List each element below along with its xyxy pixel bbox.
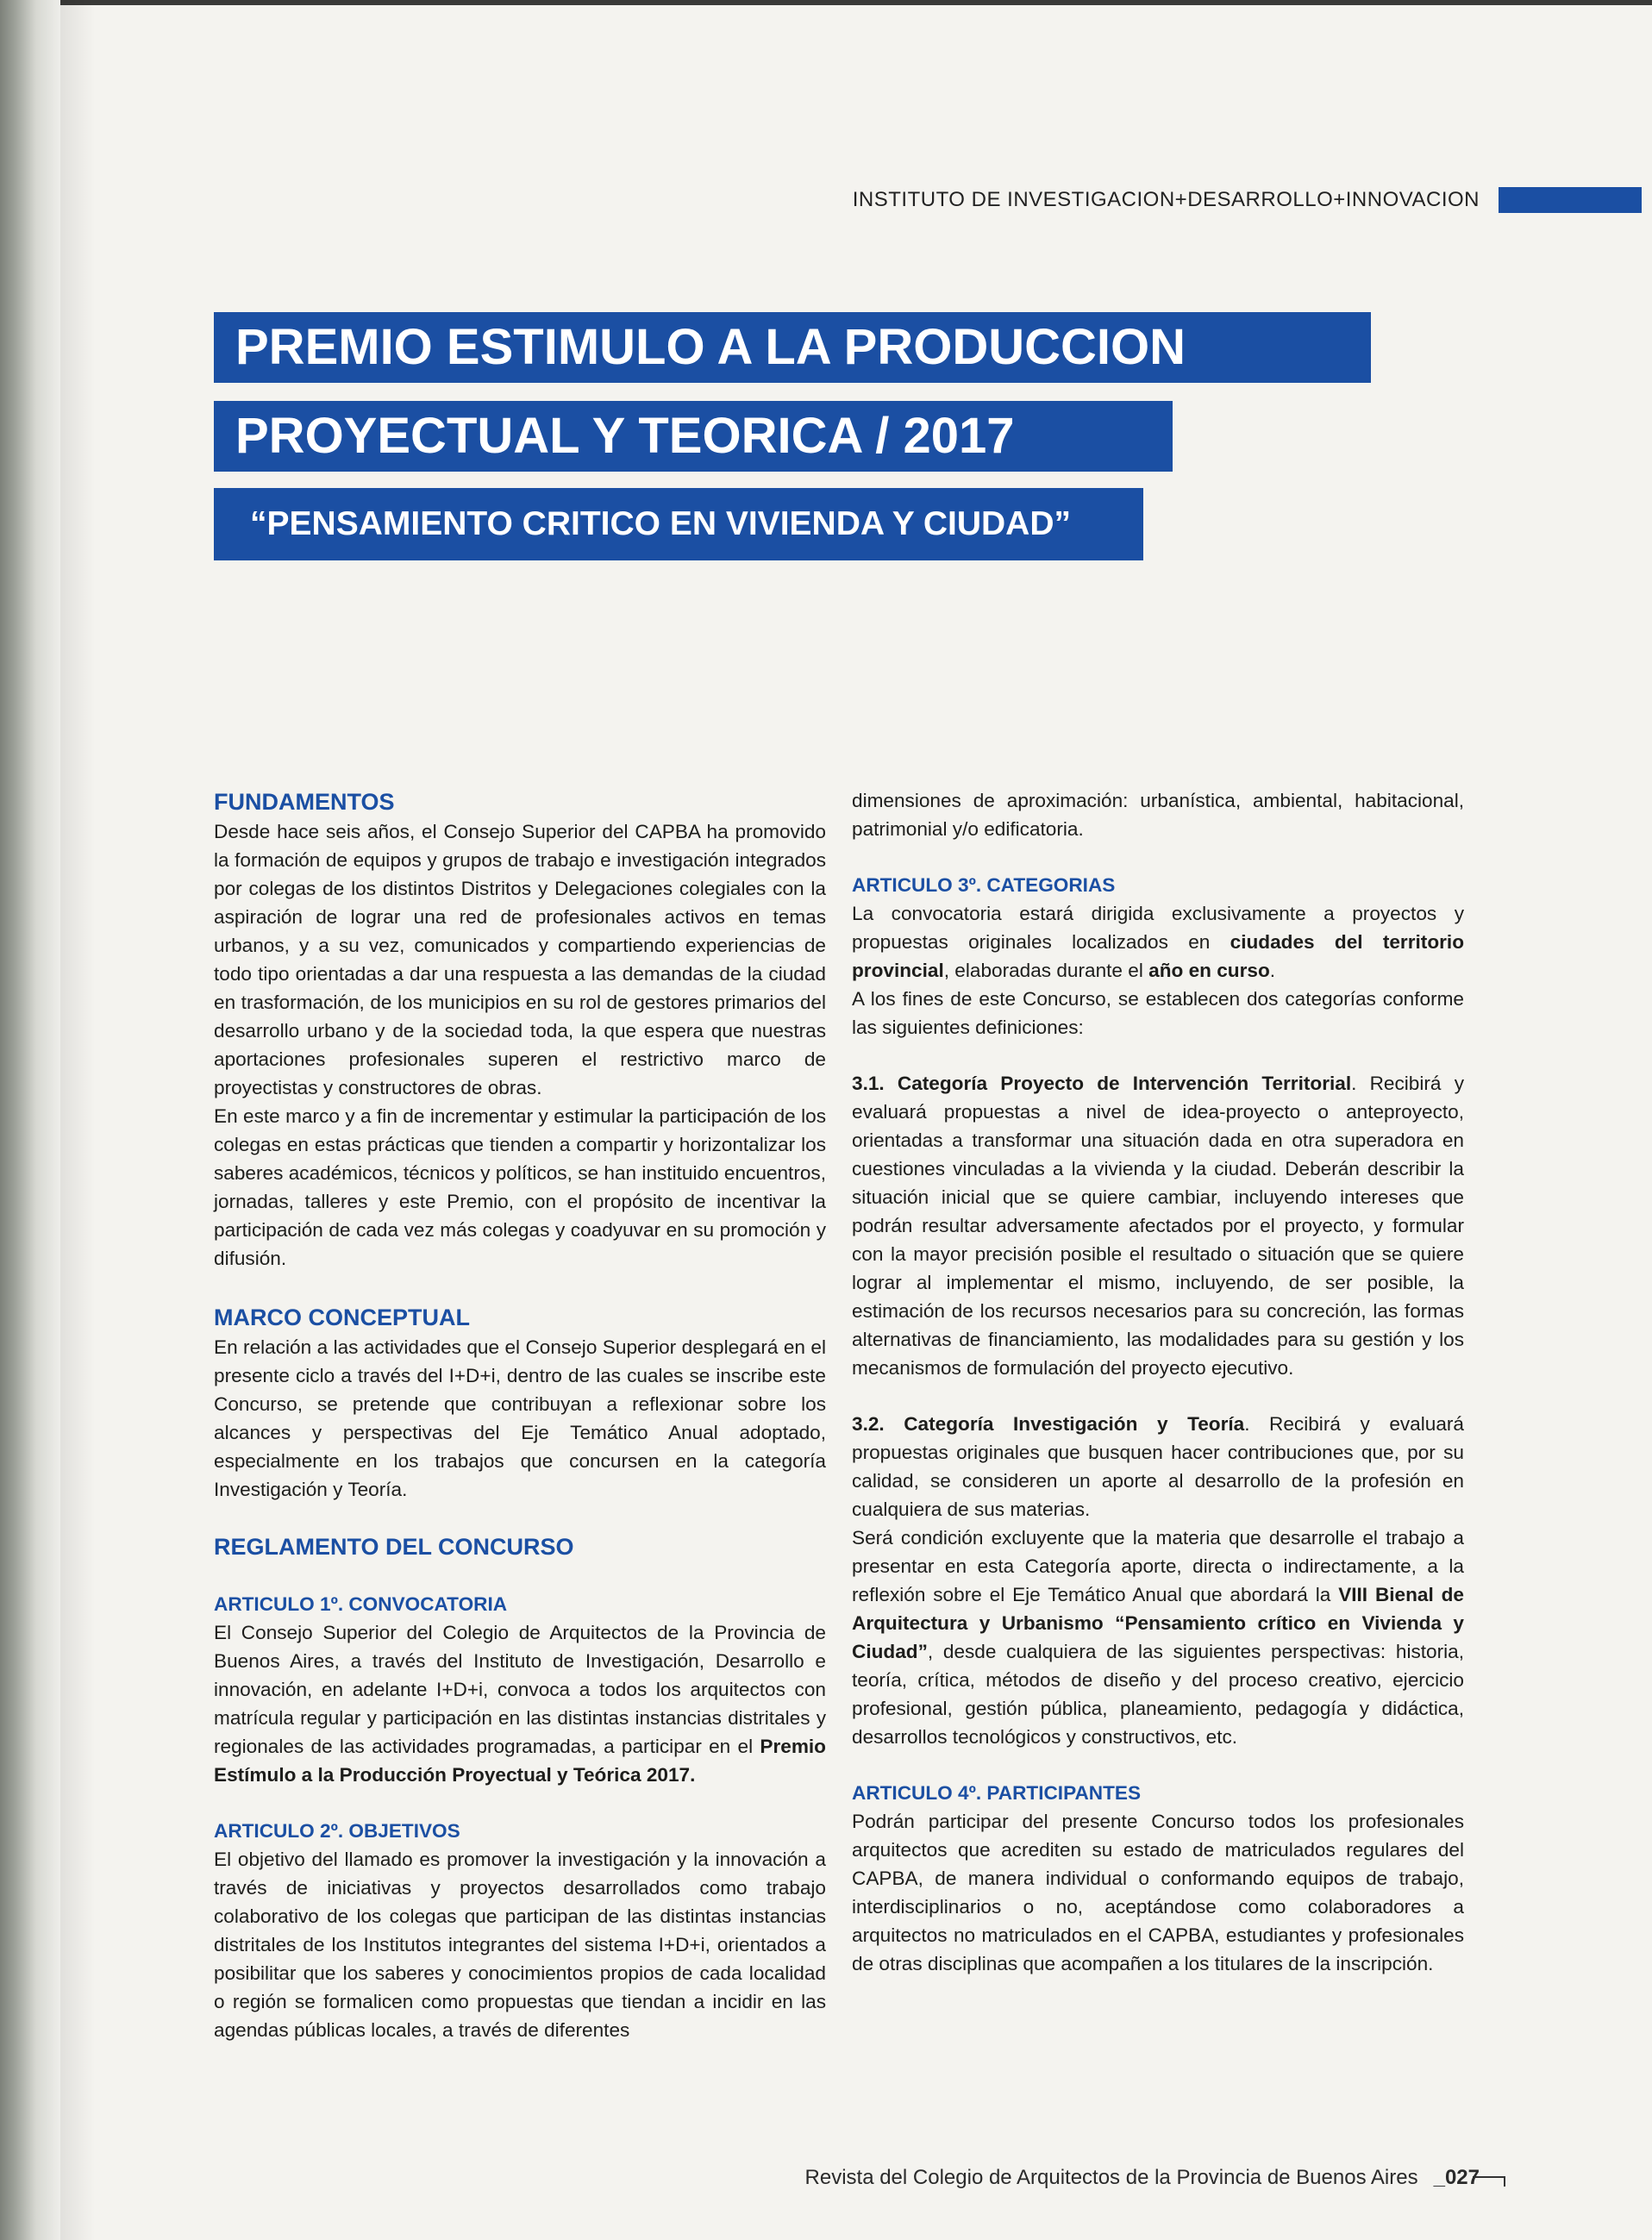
title-banner-line-2	[214, 401, 1173, 472]
book-binding-gutter	[0, 0, 60, 2240]
article-2-text: El objetivo del llamado es promover la investigación y la innovación a través de iniciativas y proyectos desarrollados como trabajo colaborativo de los colegas que participan de las distintas instancias distritales de los Institutos integrantes del sistema I+D+i, orientados a posibilitar que los saberes y conocimientos propios de cada localidad o región se formalicen como propuestas que tiendan a incidir en las agendas públicas locales, a través de diferentes	[214, 1849, 826, 2041]
marco-conceptual-paragraph: En relación a las actividades que el Consejo Superior desplegará en el presente ciclo a través del I+D+i, dentro de las cuales se inscribe este Concurso, se pretende que contribuyan a reflexionar sobre los alcances y perspectivas del Eje Temático Anual adoptado, especialmente en los trabajos que concursen en la categoría Investigación y Teoría.	[214, 1336, 826, 1500]
article-1-body: El Consejo Superior del Colegio de Arquitectos de la Provincia de Buenos Aires, a través del Instituto de Investigación, Desarrollo e innovación, en adelante I+D+i, convoca a todos los arquitectos con matrícula regular y participación en las distintas instancias distritales y regionales de las actividades programadas, a participar en el	[214, 1622, 826, 1757]
gutter-shadow	[60, 0, 95, 2240]
category-3-2-title: 3.2. Categoría Investigación y Teoría	[852, 1413, 1245, 1435]
article-4-heading: ARTICULO 4º. PARTICIPANTES	[852, 1782, 1142, 1804]
condition-bienal-name: VIII Bienal de Arquitectura y Urbanismo “Pensamiento crítico en Vivienda y Ciudad”	[852, 1584, 1464, 1662]
article-3-paragraph-2: A los fines de este Concurso, se establecen dos categorías conforme las siguientes definiciones:	[852, 988, 1464, 1038]
running-header: INSTITUTO DE INVESTIGACION+DESARROLLO+INNOVACION	[852, 188, 1480, 211]
art3-bold-territorio: ciudades del territorio provincial	[852, 931, 1464, 981]
category-3-1-title: 3.1. Categoría Proyecto de Intervención Territorial	[852, 1073, 1352, 1094]
page-top-edge	[0, 0, 1652, 5]
journal-name: Revista del Colegio de Arquitectos de la Provincia de Buenos Aires	[804, 2166, 1418, 2189]
category-3-1-text: . Recibirá y evaluará propuestas a nivel de idea-proyecto o anteproyecto, orientadas a transformar una situación dada en otra superadora en cuestiones vinculadas a la vivienda y la ciudad. Deberán describir la situación inicial que se quiere cambiar, incluyendo intereses que podrán resultar adversamente afectados por el proyecto, y formular con la mayor precisión posible el resultado o situación que se quiere lograr al implementar el mismo, incluyendo, de ser posible, la estimación de los recursos necesarios para su concreción, las formas alternativas de financiamiento, las modalidades para su gestión y los mecanismos de formulación del proyecto ejecutivo.	[852, 1073, 1464, 1379]
right-column	[852, 786, 1464, 1978]
article-1-prize-name: Premio Estímulo a la Producción Proyectual y Teórica 2017.	[214, 1736, 826, 1786]
fundamentos-paragraph-2: En este marco y a fin de incrementar y estimular la participación de los colegas en estas prácticas que tienden a compartir y horizontalizar los saberes académicos, técnicos y políticos, se han instituido encuentros, jornadas, talleres y este Premio, con el propósito de incentivar la participación de cada vez más colegas y coadyuvar en su promoción y difusión.	[214, 1105, 826, 1269]
folio-rule-tick	[1504, 2176, 1505, 2187]
article-3-paragraph-1	[852, 899, 1464, 985]
section-heading-reglamento: REGLAMENTO DEL CONCURSO	[214, 1534, 574, 1560]
page-footer	[805, 2166, 1480, 2190]
subtitle: “PENSAMIENTO CRITICO EN VIVIENDA Y CIUDAD”	[250, 505, 1072, 542]
title-banner-line-1	[214, 312, 1371, 383]
condition-text-a: Será condición excluyente que la materia que desarrolle el trabajo a presentar en esta Categoría aporte, directa o indirectamente, a la reflexión sobre el Eje Temático Anual que abordará la	[852, 1527, 1464, 1605]
art3-text-c: , elaboradas durante el	[943, 960, 1149, 981]
art3-bold-ano: año en curso	[1148, 960, 1270, 981]
art3-text-a: La convocatoria estará dirigida exclusivamente a proyectos y propuestas originales localizados en	[852, 903, 1464, 953]
fundamentos-paragraph-1: Desde hace seis años, el Consejo Superior del CAPBA ha promovido la formación de equipos y grupos de trabajo e investigación integrados por colegas de los distintos Distritos y Delegaciones colegiales con la aspiración de lograr una red de profesionales activos en temas urbanos, y a su vez, comunicados y compartiendo experiencias de todo tipo orientadas a dar una respuesta a las demandas de la ciudad en trasformación, de los municipios en su rol de gestores primarios del desarrollo urbano y de la sociedad toda, la que espera que nuestras aportaciones profesionales superen el restrictivo marco de proyectistas y constructores de obras.	[214, 821, 826, 1098]
header-accent-bar	[1499, 187, 1642, 213]
page-number: _027	[1433, 2166, 1480, 2189]
category-3-2-text: . Recibirá y evaluará propuestas originales que busquen hacer contribuciones que, por su calidad, se consideren un aporte al desarrollo de la profesión en cualquiera de sus materias.	[852, 1413, 1464, 1520]
category-3-1	[852, 1069, 1464, 1382]
title-line-1: PREMIO ESTIMULO A LA PRODUCCION	[235, 319, 1186, 375]
section-heading-marco-conceptual: MARCO CONCEPTUAL	[214, 1305, 470, 1330]
article-1-text	[214, 1618, 826, 1789]
article-2-continuation: dimensiones de aproximación: urbanística, ambiental, habitacional, patrimonial y/o edificatoria.	[852, 790, 1464, 840]
article-4-text: Podrán participar del presente Concurso todos los profesionales arquitectos que acrediten su estado de matriculados regulares del CAPBA, de manera individual o conformando equipos de trabajo, interdisciplinarios o no, aceptándose como colaboradores a arquitectos no matriculados en el CAPBA, estudiantes y profesionales de otras disciplinas que acompañen a los titulares de la inscripción.	[852, 1811, 1464, 1974]
left-column	[214, 786, 826, 2044]
category-3-2	[852, 1410, 1464, 1524]
article-3-heading: ARTICULO 3º. CATEGORIAS	[852, 874, 1116, 896]
article-2-heading: ARTICULO 2º. OBJETIVOS	[214, 1820, 460, 1842]
section-heading-fundamentos: FUNDAMENTOS	[214, 789, 395, 815]
subtitle-banner	[214, 488, 1143, 560]
title-line-2: PROYECTUAL Y TEORICA / 2017	[235, 408, 1015, 464]
art3-text-e: .	[1269, 960, 1276, 981]
article-1-heading: ARTICULO 1º. CONVOCATORIA	[214, 1593, 508, 1615]
condition-text-c: , desde cualquiera de las siguientes perspectivas: historia, teoría, crítica, métodos de diseño y del proceso creativo, ejercicio profesional, gestión pública, planeamiento, pedagogía y didáctica, desarrollos tecnológicos y constructivos, etc.	[852, 1641, 1464, 1748]
category-3-2-condition	[852, 1524, 1464, 1751]
